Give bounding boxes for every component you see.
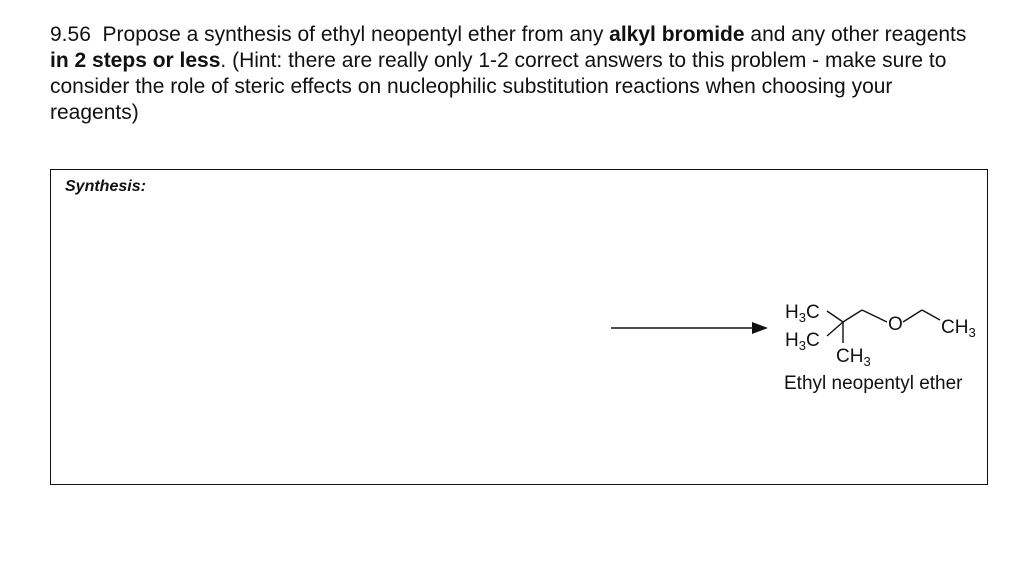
question-number: 9.56 xyxy=(50,23,91,46)
bond-oxygen-ch2 xyxy=(903,310,922,322)
question-text-part-2: and any other reagents xyxy=(744,23,967,46)
bond-ch2-oxygen xyxy=(862,310,887,322)
ch3-right-label: $CH_3$ xyxy=(941,317,976,340)
ch3-bottom-label: $CH_3$ xyxy=(836,346,871,369)
structure-bonds xyxy=(827,310,940,343)
product-name: Ethyl neopentyl ether xyxy=(784,373,963,394)
reaction-arrow-head xyxy=(752,322,768,334)
bond-top-methyl xyxy=(827,311,843,322)
h3c-top-label: $H_3C$ xyxy=(785,302,820,325)
question-bold-steps: in 2 steps or less xyxy=(50,49,221,72)
question-text-part-1: Propose a synthesis of ethyl neopentyl ether from any xyxy=(102,23,610,46)
bond-bottom-methyl xyxy=(827,322,843,336)
h3c-bottom-label: $H_3C$ xyxy=(785,330,820,353)
bond-ch2-methyl xyxy=(922,310,940,320)
question-text-part-3: . (Hint: there are really only 1-2 correct answers to this problem - make sure to consider the role of steric effects on nucleophilic substitution reactions when choosing your reagents) xyxy=(50,49,947,124)
bond-quaternary-ch2 xyxy=(843,310,862,322)
synthesis-label: Synthesis: xyxy=(65,178,146,195)
question-bold-alkyl-bromide: alkyl bromide xyxy=(609,23,745,46)
oxygen-label: O xyxy=(888,314,903,335)
